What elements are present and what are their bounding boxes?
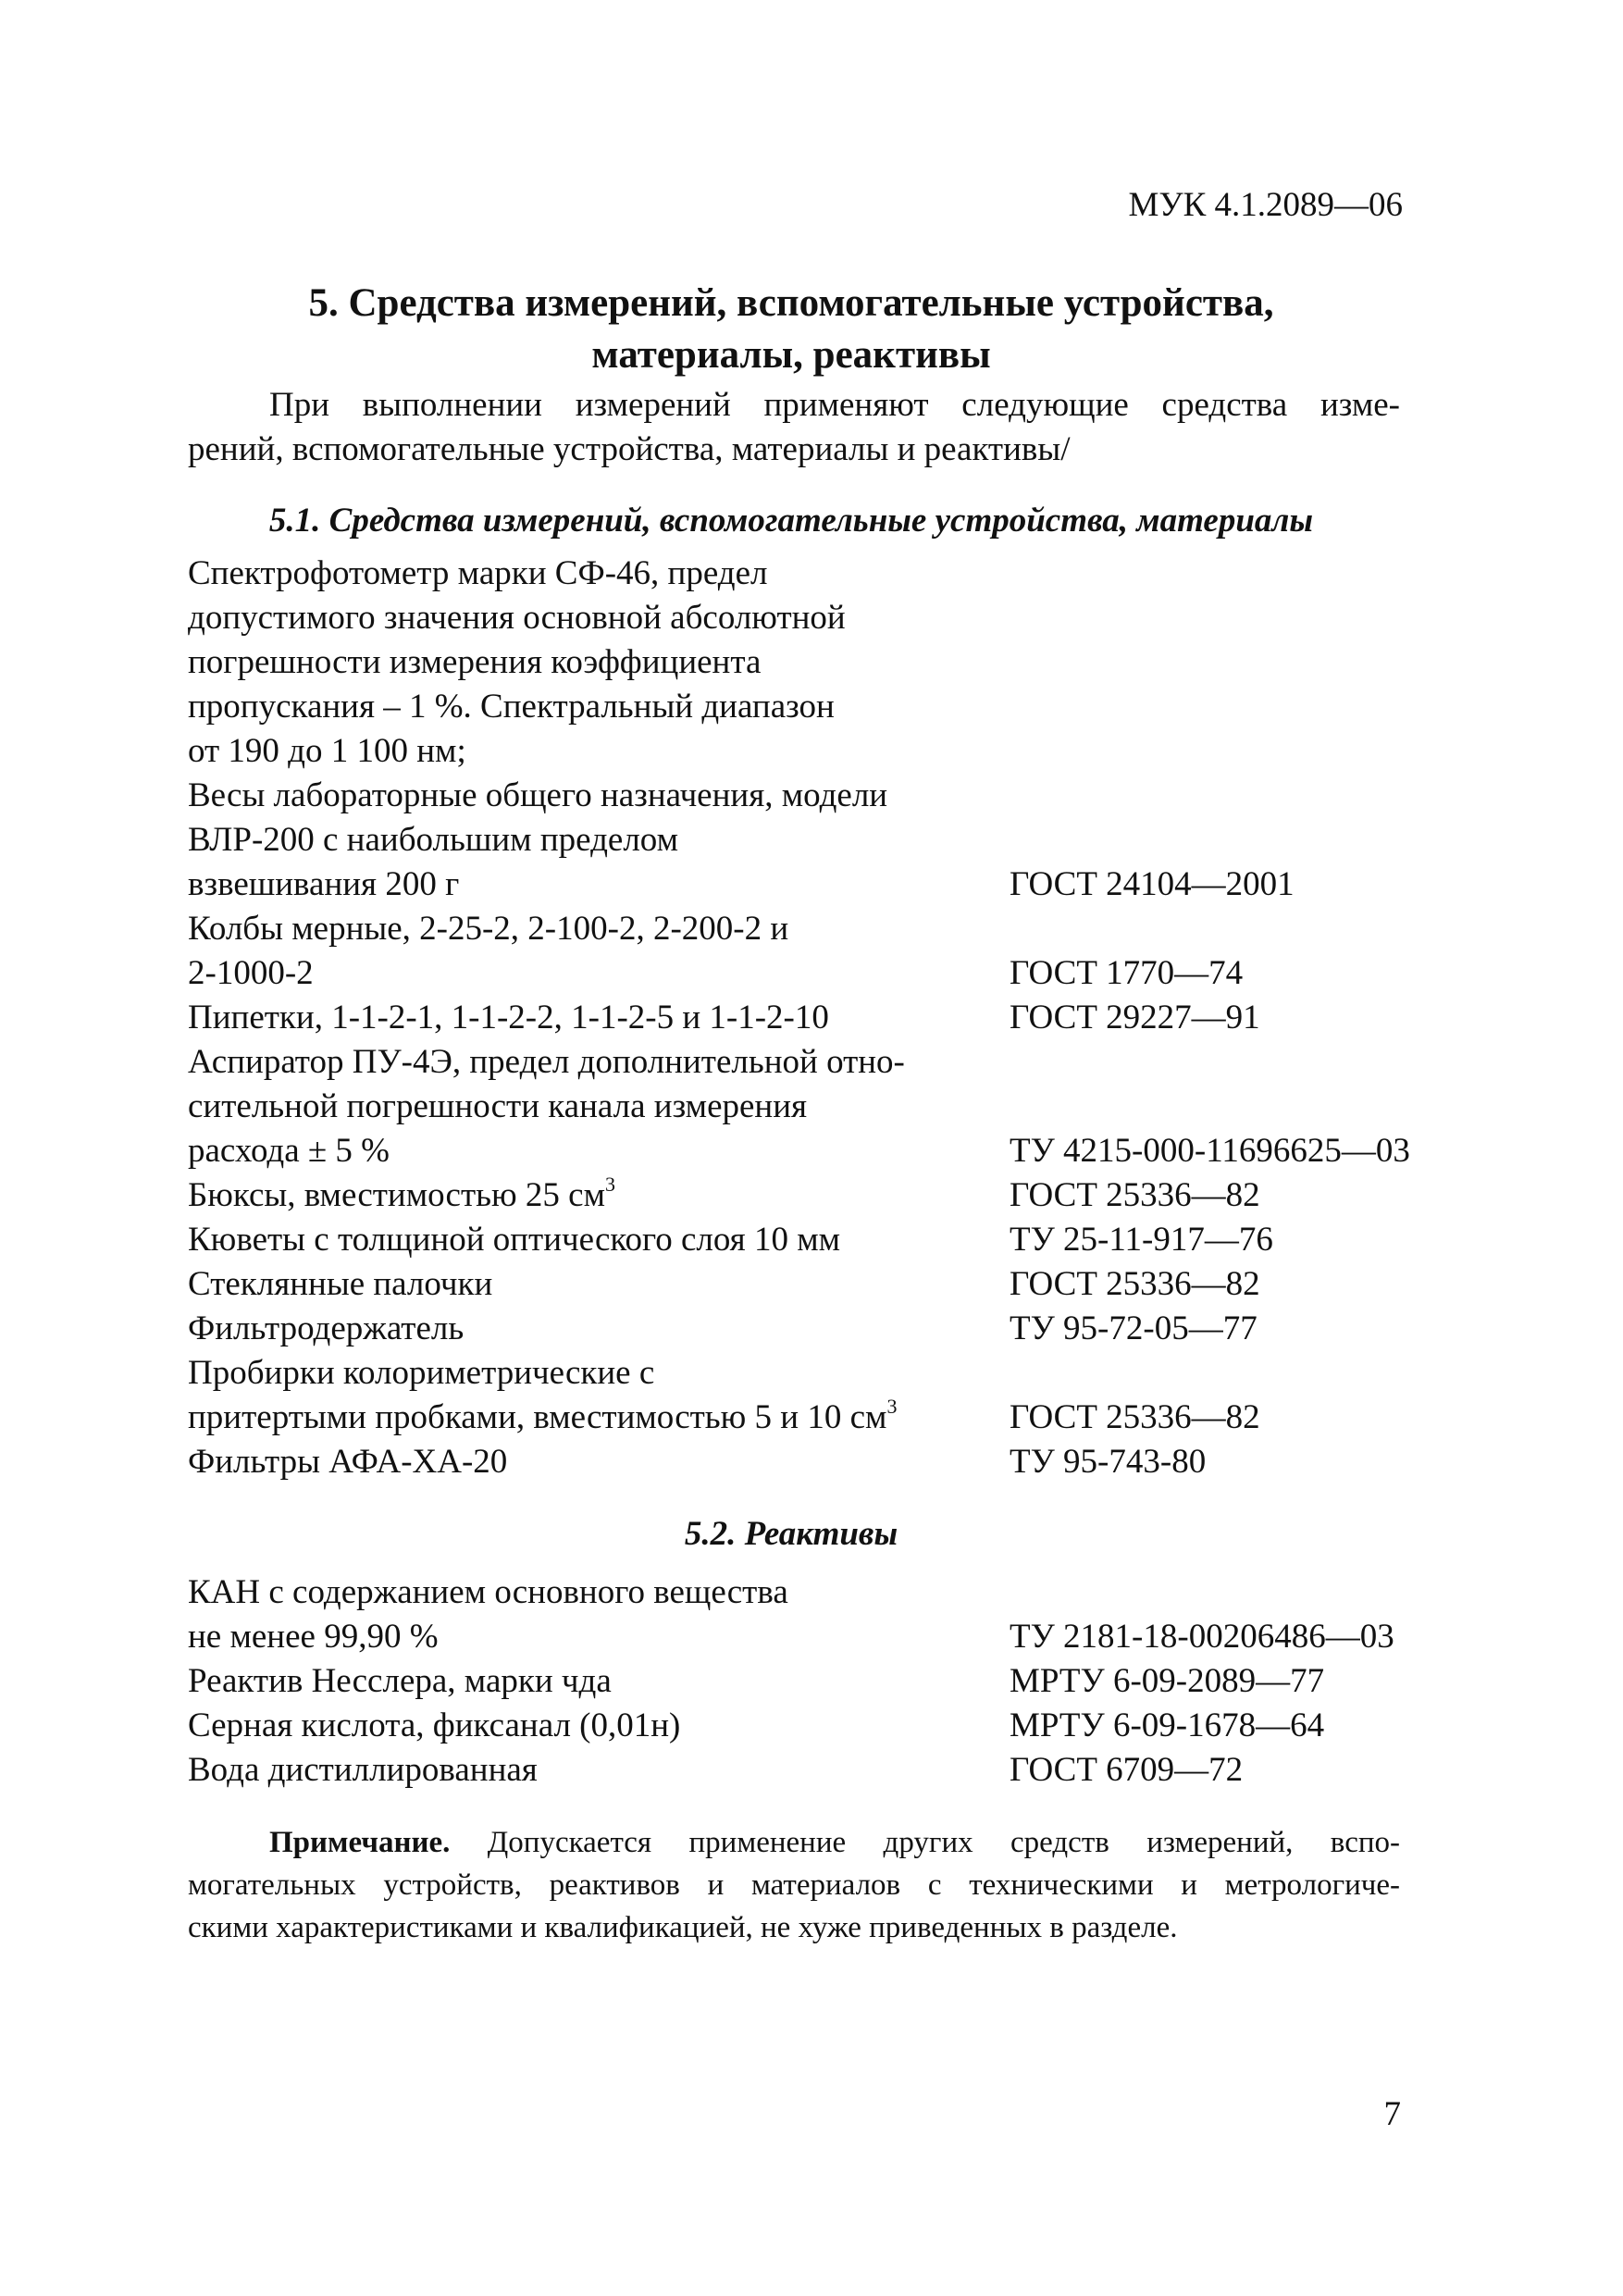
item-name <box>188 1307 1010 1351</box>
item-name <box>188 552 1010 774</box>
item-standard-ref <box>1010 996 1260 1040</box>
item-name-line: взвешивания 200 г <box>188 865 460 903</box>
list-item <box>188 552 1483 774</box>
standard-ref-text: ГОСТ 29227—91 <box>1010 999 1260 1036</box>
list-item <box>188 1262 1483 1307</box>
item-name-line: Пипетки, 1-1-2-1, 1-1-2-2, 1-1-2-5 и 1-1-2-10 <box>188 999 829 1036</box>
item-name <box>188 1704 1010 1748</box>
item-name-line: сительной погрешности канала измерения <box>188 1087 808 1125</box>
item-standard-ref <box>1010 1173 1260 1218</box>
item-name-line: от 190 до 1 100 нм; <box>188 732 466 770</box>
list-item <box>188 1173 1483 1218</box>
item-standard-ref <box>1010 1262 1260 1307</box>
item-name-line: погрешности измерения коэффициента <box>188 643 762 681</box>
item-name <box>188 996 1010 1040</box>
note-label: Примечание. <box>269 1826 451 1859</box>
superscript: 3 <box>886 1395 898 1418</box>
list-item <box>188 996 1483 1040</box>
note-paragraph <box>188 1821 1400 1949</box>
item-name-line: Серная кислота, фиксанал (0,01н) <box>188 1706 681 1744</box>
standard-ref-text: ГОСТ 25336—82 <box>1010 1176 1260 1214</box>
item-name-line: Аспиратор ПУ-4Э, предел дополнительной отно- <box>188 1043 905 1081</box>
standard-ref-text: ТУ 95-72-05—77 <box>1010 1309 1258 1347</box>
standard-ref-text: ГОСТ 25336—82 <box>1010 1398 1260 1436</box>
list-item <box>188 1040 1483 1173</box>
standard-ref-text: ТУ 25-11-917—76 <box>1010 1221 1273 1259</box>
item-name <box>188 1659 1010 1704</box>
document-code: МУК 4.1.2089—06 <box>1128 186 1403 224</box>
standard-ref-text: ТУ 4215-000-11696625—03 <box>1010 1132 1410 1170</box>
item-name-line: Пробирки колориметрические с <box>188 1354 655 1392</box>
item-name <box>188 1748 1010 1793</box>
list-item <box>188 1440 1483 1484</box>
standard-ref-text: ГОСТ 1770—74 <box>1010 954 1244 992</box>
item-name-line: расхода ± 5 % <box>188 1132 390 1170</box>
item-name <box>188 1218 1010 1262</box>
reagents-list <box>188 1570 1483 1793</box>
item-name-line: пропускания – 1 %. Спектральный диапазон <box>188 688 835 726</box>
note-line <box>188 1821 1400 1864</box>
item-standard-ref <box>1010 1659 1324 1704</box>
item-name <box>188 774 1010 907</box>
section-title-line: 5. Средства измерений, вспомогательные устройства, <box>308 281 1274 325</box>
item-name-line: Весы лабораторные общего назначения, модели <box>188 776 888 814</box>
section-title <box>185 278 1397 381</box>
subsection-title-instruments: 5.1. Средства измерений, вспомогательные устройства, материалы <box>268 502 1314 540</box>
standard-ref-text: ТУ 2181-18-00206486—03 <box>1010 1618 1394 1656</box>
item-name <box>188 1173 1010 1218</box>
item-name <box>188 1262 1010 1307</box>
list-item <box>188 1218 1483 1262</box>
standard-ref-text: ТУ 95-743-80 <box>1010 1443 1207 1481</box>
item-name-line: ВЛР-200 с наибольшим пределом <box>188 821 678 859</box>
standard-ref-text: ГОСТ 24104—2001 <box>1010 865 1295 903</box>
intro-paragraph <box>188 383 1400 472</box>
item-standard-ref <box>1010 1351 1260 1440</box>
item-name <box>188 1570 1010 1659</box>
item-name-line: Колбы мерные, 2-25-2, 2-100-2, 2-200-2 и <box>188 910 789 948</box>
list-item <box>188 1704 1483 1748</box>
item-standard-ref <box>1010 907 1243 996</box>
item-standard-ref <box>1010 1040 1410 1173</box>
list-item <box>188 1659 1483 1704</box>
list-item <box>188 907 1483 996</box>
item-name-line: притертыми пробками, вместимостью 5 и 10 $см^3$ <box>188 1395 898 1436</box>
item-name-line: Спектрофотометр марки СФ-46, предел <box>188 554 768 592</box>
item-standard-ref <box>1010 774 1295 907</box>
page-number: 7 <box>1383 2095 1401 2133</box>
item-standard-ref <box>1010 1704 1324 1748</box>
item-name-line: Реактив Несслера, марки чда <box>188 1662 612 1700</box>
list-item <box>188 774 1483 907</box>
item-standard-ref <box>1010 1307 1258 1351</box>
list-item <box>188 1570 1483 1659</box>
item-name <box>188 1440 1010 1484</box>
item-name-line: не менее 99,90 % <box>188 1618 439 1656</box>
item-name-line: Фильтродержатель <box>188 1309 465 1347</box>
list-item <box>188 1748 1483 1793</box>
list-item <box>188 1351 1483 1440</box>
note-line: скими характеристиками и квалификацией, не хуже приведенных в разделе. <box>188 1911 1178 1944</box>
item-name-line: Бюксы, вместимостью 25 $см^3$ <box>188 1173 615 1214</box>
standard-ref-text: ГОСТ 25336—82 <box>1010 1265 1260 1303</box>
item-name-line: Кюветы с толщиной оптического слоя 10 мм <box>188 1221 841 1259</box>
item-name-line: допустимого значения основной абсолютной <box>188 599 846 637</box>
standard-ref-text: ГОСТ 6709—72 <box>1010 1751 1244 1789</box>
item-standard-ref <box>1010 1570 1394 1659</box>
item-standard-ref <box>1010 1440 1206 1484</box>
item-name-line: 2-1000-2 <box>188 954 314 992</box>
item-standard-ref <box>1010 1218 1273 1262</box>
intro-line: При выполнении измерений применяют следующие средства изме- <box>269 386 1400 424</box>
note-line: могательных устройств, реактивов и материалов с техническими и метрологиче- <box>188 1868 1400 1902</box>
note-text: Допускается применение других средств измерений, вспо- <box>487 1826 1400 1859</box>
list-item <box>188 1307 1483 1351</box>
item-name <box>188 907 1010 996</box>
superscript: 3 <box>605 1173 615 1196</box>
item-name-line: Фильтры АФА-ХА-20 <box>188 1443 508 1481</box>
instruments-list <box>188 552 1483 1484</box>
item-standard-ref <box>1010 1748 1243 1793</box>
subsection-title-reagents: 5.2. Реактивы <box>684 1515 898 1553</box>
intro-line: рений, вспомогательные устройства, материалы и реактивы/ <box>188 430 1071 468</box>
item-name <box>188 1351 1010 1440</box>
standard-ref-text: МРТУ 6-09-1678—64 <box>1010 1706 1325 1744</box>
item-name-line: КАН с содержанием основного вещества <box>188 1573 788 1611</box>
item-name-line: Стеклянные палочки <box>188 1265 493 1303</box>
item-name-line: Вода дистиллированная <box>188 1751 538 1789</box>
section-title-line: материалы, реактивы <box>591 333 991 377</box>
item-name <box>188 1040 1010 1173</box>
standard-ref-text: МРТУ 6-09-2089—77 <box>1010 1662 1325 1700</box>
